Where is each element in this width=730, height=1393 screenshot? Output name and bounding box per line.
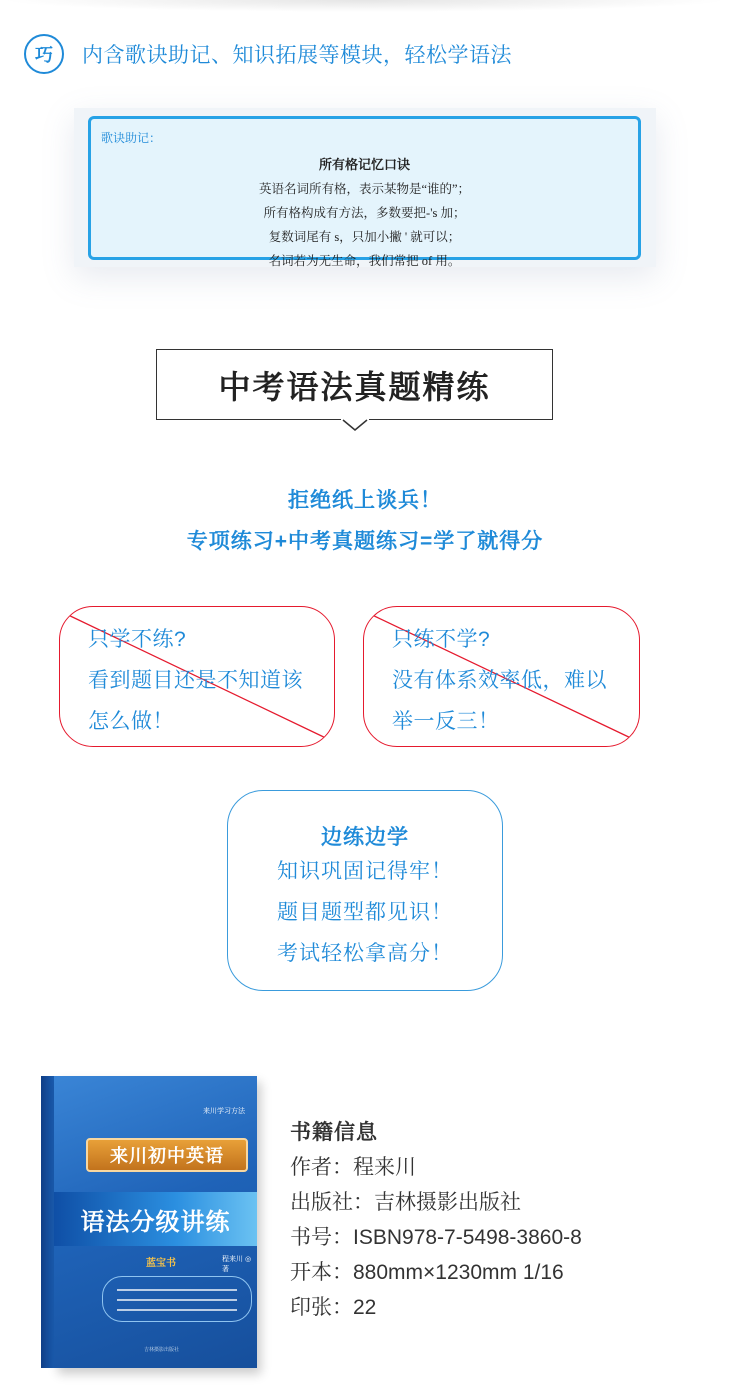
- feature-badge: 巧: [24, 34, 64, 74]
- mnemonic-line: 名词若为无生命，我们常把 of 用。: [268, 254, 461, 268]
- mnemonic-title: 所有格记忆口诀: [318, 157, 410, 172]
- wrong-box-line: 举一反三！: [392, 710, 500, 733]
- mnemonic-line: 复数词尾有 s，只加小撇 ' 就可以；: [268, 230, 461, 244]
- mnemonic-line: 所有格构成有方法，多数要把-'s 加；: [263, 206, 466, 220]
- wrong-box-line: 只练不学?: [392, 628, 491, 651]
- book-publisher-mark: 来川学习方法: [203, 1108, 245, 1115]
- mnemonic-box: [88, 116, 641, 268]
- book-title-band: [54, 1192, 257, 1246]
- book-feature-line: [117, 1289, 237, 1291]
- book-footer-publisher: 吉林摄影出版社: [144, 1347, 180, 1353]
- book-info-row: 作者：程来川: [290, 1156, 416, 1179]
- book-author-small: 程来川 ◎ 著: [222, 1256, 252, 1273]
- wrong-approach-box: [363, 606, 640, 747]
- section-title: 中考语法真题精练: [218, 368, 491, 405]
- book-cover-image: [41, 1076, 257, 1368]
- book-info: [290, 1116, 582, 1321]
- slogan-line-1: 拒绝纸上谈兵！: [288, 489, 442, 512]
- wrong-box-line: 怎么做！: [88, 710, 174, 733]
- correct-box-title: 边练边学: [321, 826, 409, 849]
- book-spine: [41, 1076, 54, 1368]
- mnemonic-line: 英语名词所有格，表示某物是“谁的”；: [258, 182, 471, 196]
- slogan-line-2: 专项练习+中考真题练习=学了就得分: [186, 530, 544, 553]
- wrong-box-line: 只学不练?: [88, 628, 187, 651]
- correct-box-line: 题目题型都见识！: [277, 901, 453, 924]
- book-main-title: 语法分级讲练: [80, 1209, 231, 1236]
- feature-row: [24, 34, 512, 74]
- book-info-row: 书号：ISBN978-7-5498-3860-8: [290, 1226, 582, 1249]
- book-feature-line: [117, 1309, 237, 1311]
- book-series-label: 来川初中英语: [86, 1138, 248, 1172]
- mnemonic-card: [74, 108, 656, 267]
- correct-box-line: 考试轻松拿高分！: [277, 942, 453, 965]
- correct-box-line: 知识巩固记得牢！: [277, 860, 453, 883]
- book-info-row: 开本：880mm×1230mm 1/16: [290, 1261, 564, 1284]
- wrong-box-line: 看到题目还是不知道该: [88, 669, 303, 692]
- wrong-approach-box: [59, 606, 335, 747]
- wrong-box-line: 没有体系效率低，难以: [392, 669, 607, 692]
- book-edition: 蓝宝书: [146, 1258, 176, 1269]
- top-divider-shadow: [0, 0, 730, 12]
- section-title-box: [156, 349, 553, 420]
- book-info-row: 印张：22: [290, 1296, 377, 1319]
- book-feature-panel: [102, 1276, 252, 1322]
- book-info-row: 出版社：吉林摄影出版社: [290, 1191, 521, 1214]
- chevron-down-icon: [341, 416, 369, 434]
- feature-text: 内含歌诀助记、知识拓展等模块，轻松学语法: [82, 44, 512, 67]
- correct-approach-box: [227, 790, 503, 991]
- book-info-heading: 书籍信息: [290, 1121, 378, 1144]
- mnemonic-label: 歌诀助记：: [101, 131, 162, 145]
- book-feature-line: [117, 1299, 237, 1301]
